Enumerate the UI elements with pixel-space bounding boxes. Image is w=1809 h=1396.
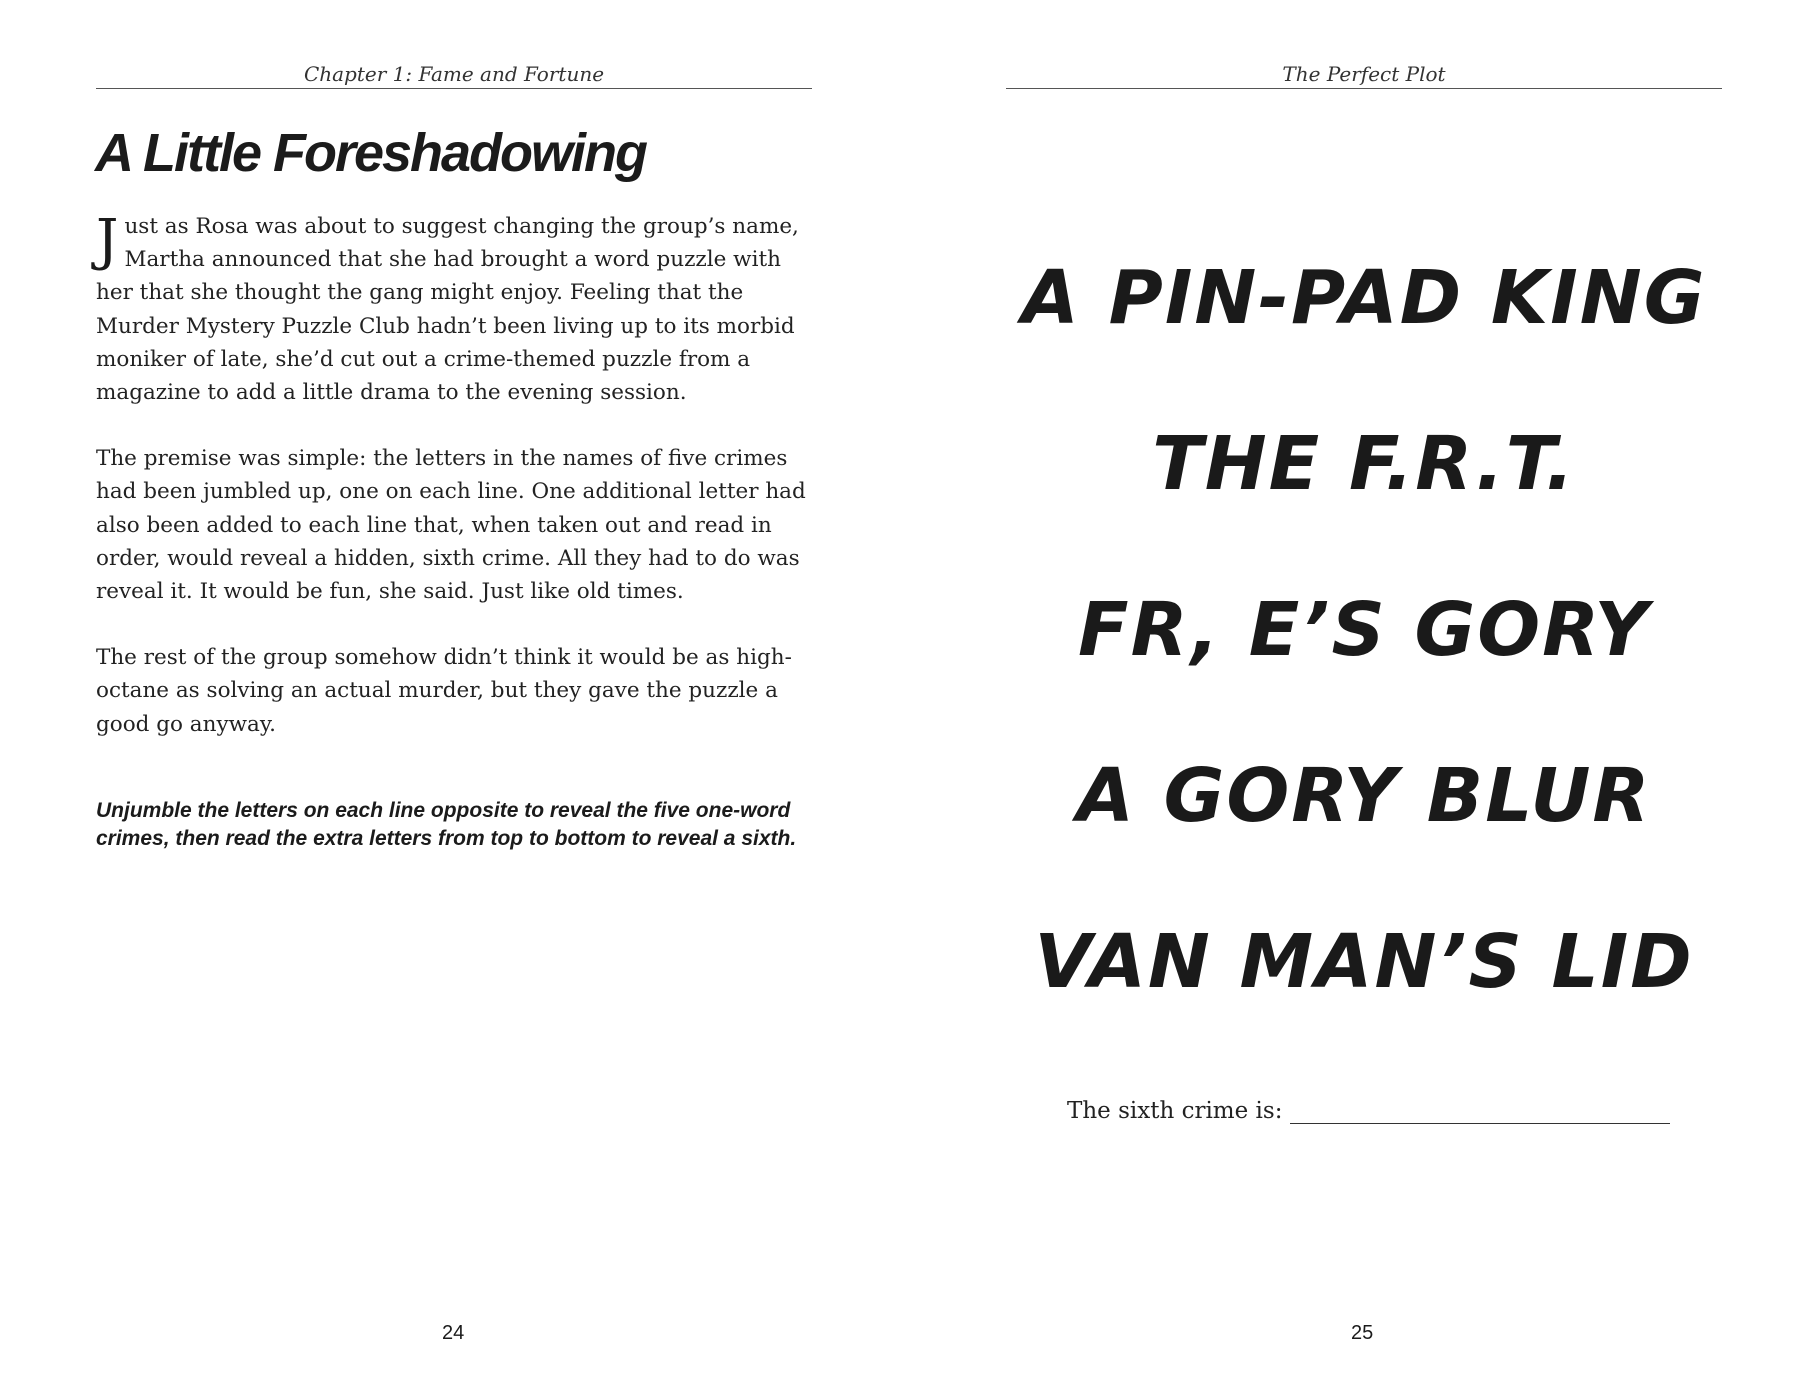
puzzle-line: FR, E’S GORY bbox=[1078, 587, 1650, 673]
running-head-left: Chapter 1: Fame and Fortune bbox=[96, 60, 812, 89]
answer-blank[interactable] bbox=[1290, 1097, 1670, 1124]
puzzle-line: A GORY BLUR bbox=[1076, 753, 1652, 839]
puzzle-instruction: Unjumble the letters on each line opposite to reveal the five one-word crimes, then read the extra letters from top to bottom to reveal a sixth. bbox=[96, 799, 797, 850]
paragraph-1-text: ust as Rosa was about to suggest changing the group’s name, Martha announced that she had brought a word puzzle with her that she thought the gang might enjoy. Feeling that the Murder Mystery Puzzle Club hadn’t been living up to its morbid moniker of late, she’d cut out a crime-themed puzzle from a magazine to add a little drama to the evening session. bbox=[96, 214, 799, 406]
running-head-right: The Perfect Plot bbox=[1006, 60, 1722, 89]
puzzle-line: THE F.R.T. bbox=[1152, 421, 1576, 507]
page-number-left: 24 bbox=[442, 1322, 465, 1344]
puzzle-line: VAN MAN’S LID bbox=[1034, 919, 1694, 1005]
paragraph-2: The premise was simple: the letters in the names of five crimes had been jumbled up, one on each line. One additional letter had also been added to each line that, when taken out and read in order, would reveal a hidden, sixth crime. All they had to do was reveal it. It would be fun, she said. Just like old times. bbox=[96, 446, 806, 605]
left-page bbox=[0, 0, 904, 1396]
section-title: A Little Foreshadowing bbox=[95, 123, 647, 183]
body-text bbox=[96, 210, 816, 774]
paragraph-3: The rest of the group somehow didn’t think it would be as high-octane as solving an actual murder, but they gave the puzzle a good go anyway. bbox=[96, 645, 792, 737]
puzzle-line: A PIN-PAD KING bbox=[1021, 255, 1707, 341]
answer-label: The sixth crime is: bbox=[1067, 1098, 1283, 1124]
page-number-right: 25 bbox=[1351, 1322, 1374, 1344]
drop-cap: J bbox=[96, 208, 119, 273]
paragraph-1 bbox=[96, 210, 816, 409]
puzzle-lines bbox=[944, 215, 1784, 1045]
answer-row bbox=[1067, 1097, 1670, 1124]
right-page bbox=[904, 0, 1809, 1396]
